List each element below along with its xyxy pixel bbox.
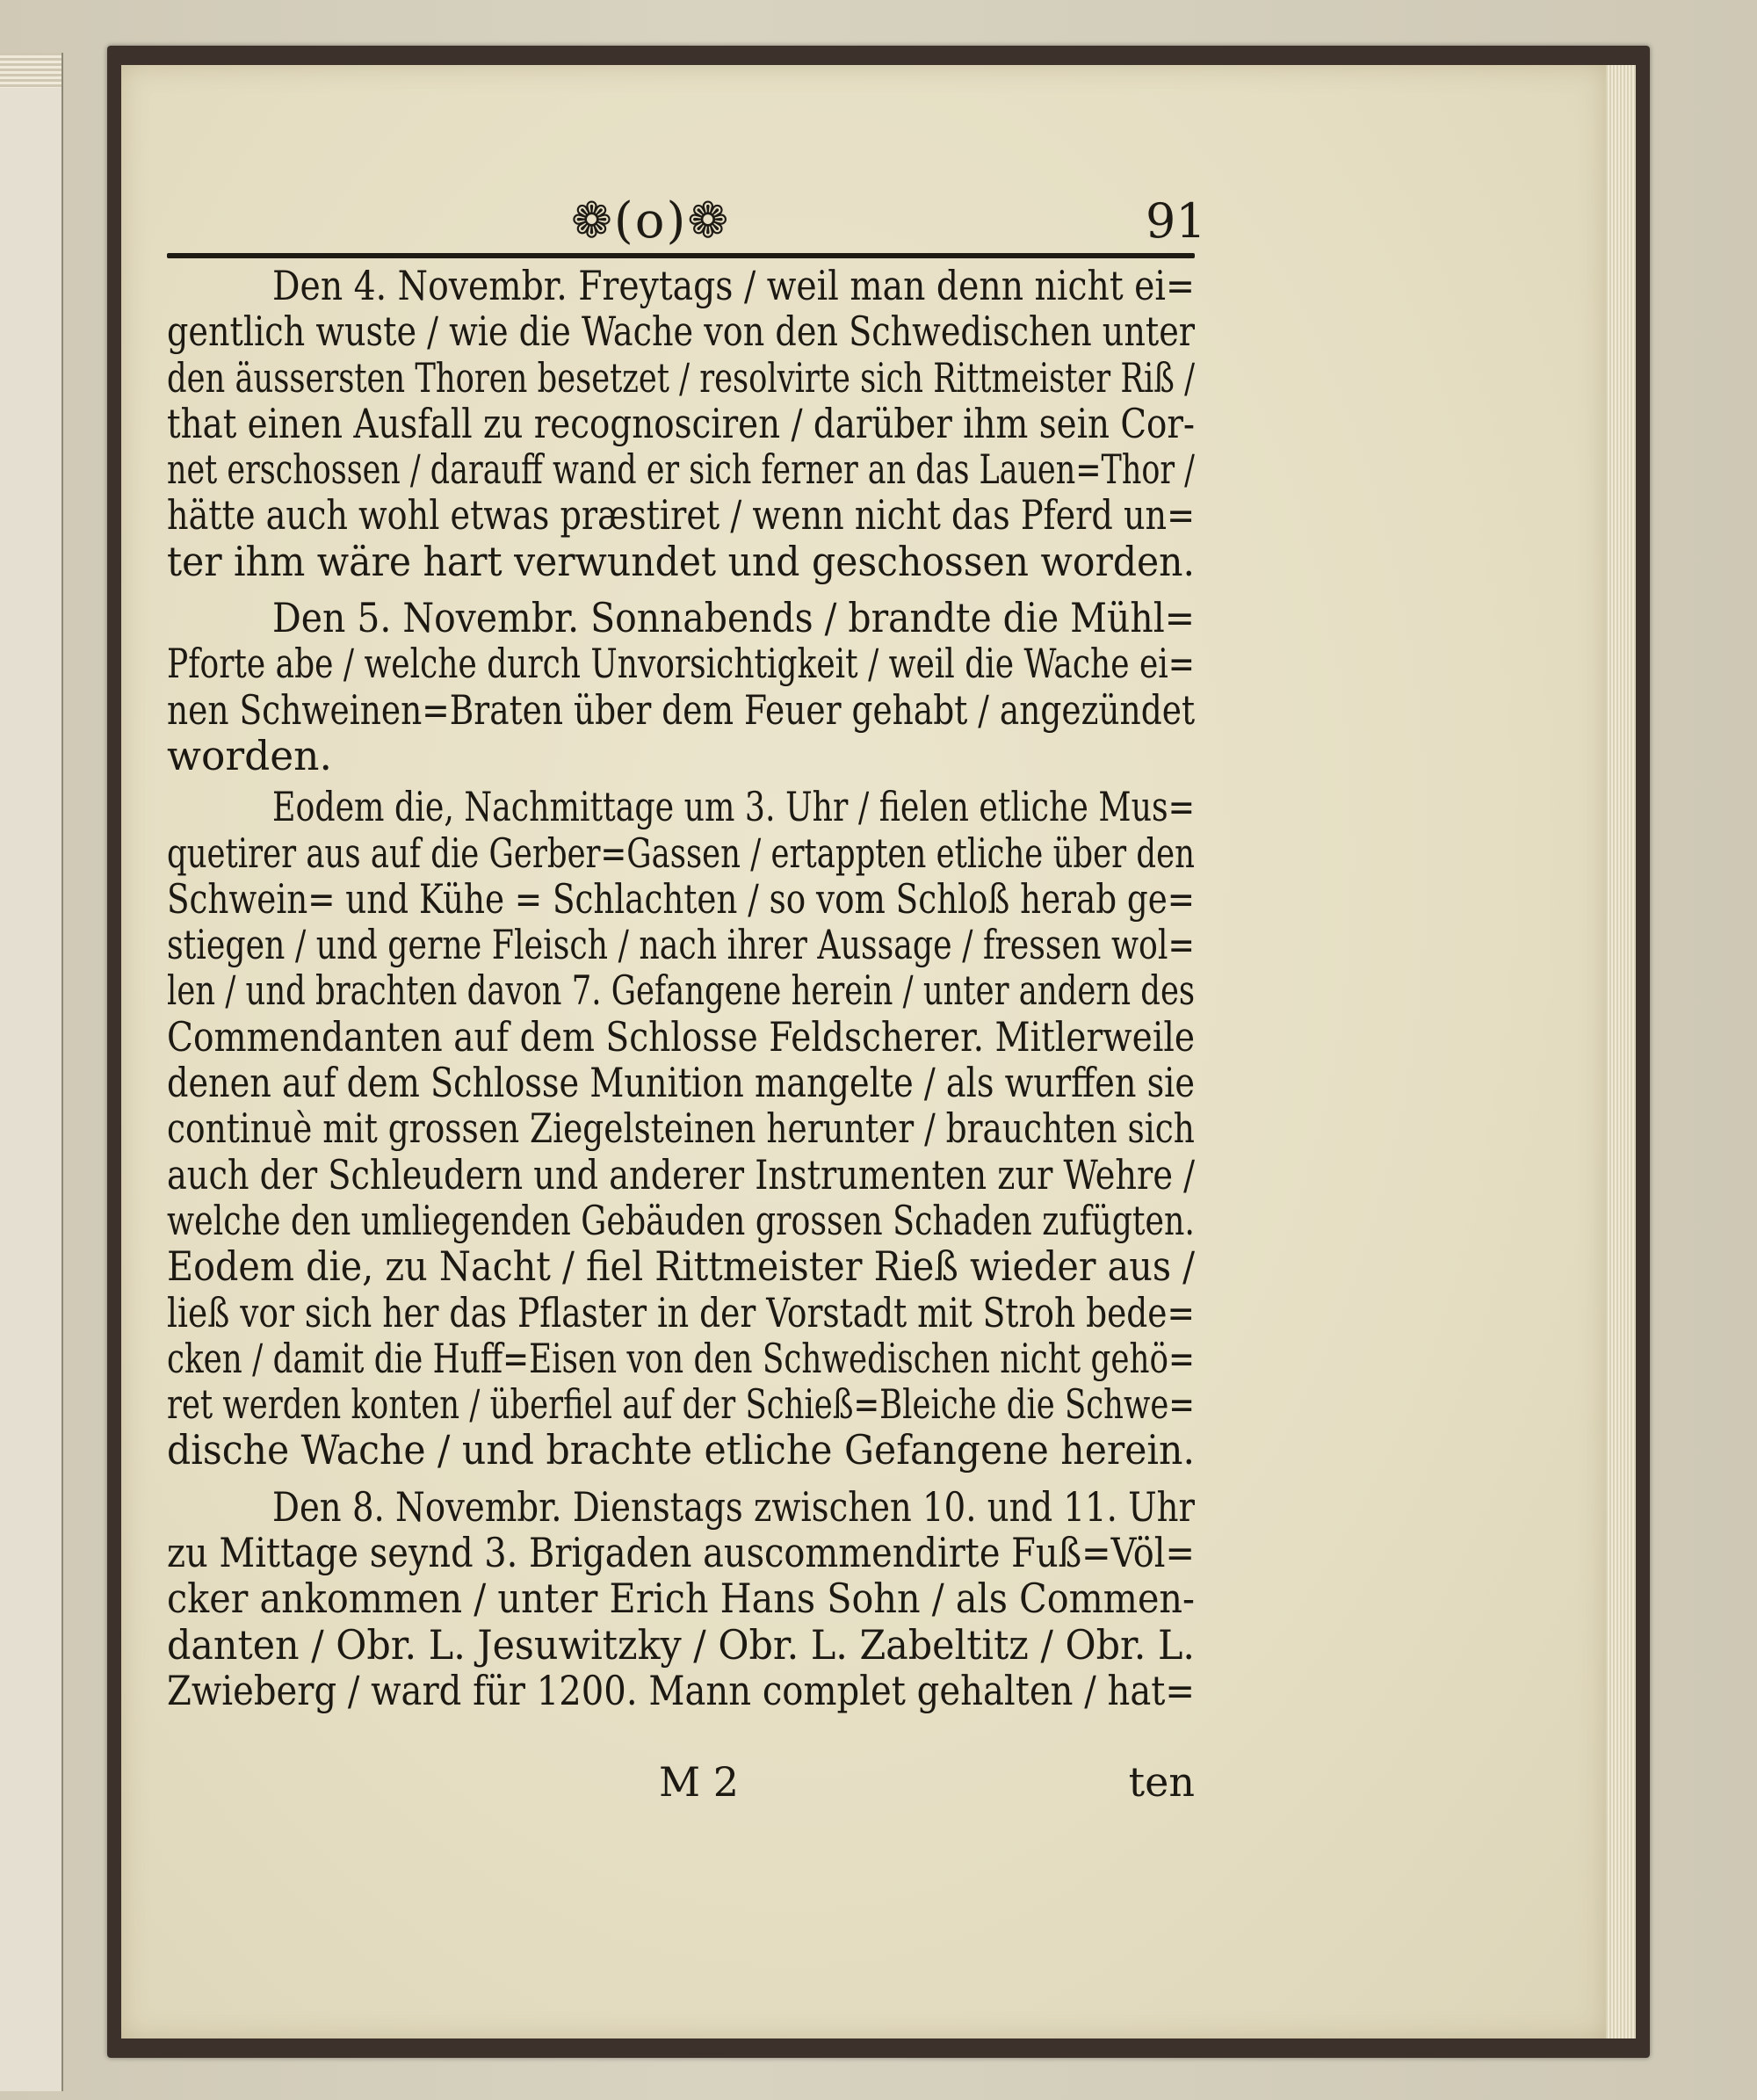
signature-mark: M 2 (659, 1758, 739, 1806)
text-line: Den 8. Novembr. Dienstags zwischen 10. und 11. Uhr (272, 1484, 1195, 1531)
paragraph-nov-5 (167, 596, 1195, 779)
text-line: stiegen / und gerne Fleisch / nach ihrer Aussage / fressen wol= (167, 923, 1195, 969)
page-footer (167, 1757, 1195, 1810)
text-line: danten / Obr. L. Jesuwitzky / Obr. L. Zabeltitz / Obr. L. (167, 1622, 1195, 1669)
text-line: gentlich wuste / wie die Wache von den Schwedischen unter (167, 309, 1195, 356)
text-line: Den 5. Novembr. Sonnabends / brandte die Mühl= (272, 596, 1195, 642)
header-rule (167, 253, 1195, 258)
previous-page-leaves (0, 53, 61, 88)
text-line: Eodem die, Nachmittage um 3. Uhr / fielen etliche Mus= (272, 785, 1195, 831)
text-line: Den 4. Novembr. Freytags / weil man denn nicht ei= (272, 264, 1195, 309)
text-line: ließ vor sich her das Pflaster in der Vorstadt mit Stroh bede= (167, 1290, 1195, 1336)
paragraph-nov-8 (167, 1485, 1195, 1714)
text-line: cker ankommen / unter Erich Hans Sohn / als Commen- (167, 1576, 1195, 1623)
page-header (167, 176, 1206, 272)
text-line: zu Mittage seynd 3. Brigaden auscommendirte Fuß=Völ= (167, 1531, 1195, 1577)
paragraph-nov-4 (167, 264, 1195, 585)
text-line: quetirer aus auf die Gerber=Gassen / ertappten etliche über den (167, 830, 1195, 877)
text-line: auch der Schleudern und anderer Instrumenten zur Wehre / (167, 1152, 1195, 1198)
header-ornament: ❁(o)❁ (571, 192, 731, 250)
text-line: welche den umliegenden Gebäuden grossen Schaden zufügten. (167, 1198, 1195, 1244)
text-line: hätte auch wohl etwas præstiret / wenn nicht das Pferd un= (167, 493, 1195, 539)
text-line: cken / damit die Huff=Eisen von den Schwedischen nicht gehö= (167, 1336, 1195, 1382)
page-leaves-edge (1606, 65, 1636, 2038)
text-line: Eodem die, zu Nacht / fiel Rittmeister Rieß wieder aus / (167, 1244, 1195, 1291)
paragraph-eodem-die (167, 785, 1195, 1474)
text-line: Zwieberg / ward für 1200. Mann complet gehalten / hat= (167, 1668, 1195, 1714)
text-line: nen Schweinen=Braten über dem Feuer gehabt / angezündet (167, 687, 1195, 734)
text-line: Commendanten auf dem Schlosse Feldscherer. Mitlerweile (167, 1014, 1195, 1061)
previous-page-edge (0, 53, 63, 2091)
text-line: that einen Ausfall zu recognosciren / darüber ihm sein Cor- (167, 401, 1195, 447)
text-line: len / und brachten davon 7. Gefangene herein / unter andern des (167, 968, 1195, 1015)
text-line: continuè mit grossen Ziegelsteinen herunter / brauchten sich (167, 1106, 1195, 1153)
text-line: den äussersten Thoren besetzet / resolvirte sich Rittmeister Riß / (167, 355, 1195, 402)
text-line: ter ihm wäre hart verwundet und geschossen worden. (167, 539, 1195, 585)
text-line: net erschossen / darauff wand er sich ferner an das Lauen=Thor / (167, 447, 1195, 494)
text-line: Schwein= und Kühe = Schlachten / so vom Schloß herab ge= (167, 876, 1195, 923)
page-number: 91 (1146, 193, 1206, 249)
text-line: dische Wache / und brachte etliche Gefangene herein. (167, 1428, 1195, 1474)
catchword: ten (1128, 1758, 1195, 1806)
text-line: worden. (167, 733, 332, 779)
text-line: ret werden konten / überfiel auf der Schieß=Bleiche die Schwe= (167, 1382, 1195, 1429)
body-text (167, 264, 1195, 1714)
text-line: denen auf dem Schlosse Munition mangelte / als wurffen sie (167, 1061, 1195, 1107)
text-line: Pforte abe / welche durch Unvorsichtigkeit / weil die Wache ei= (167, 641, 1195, 688)
